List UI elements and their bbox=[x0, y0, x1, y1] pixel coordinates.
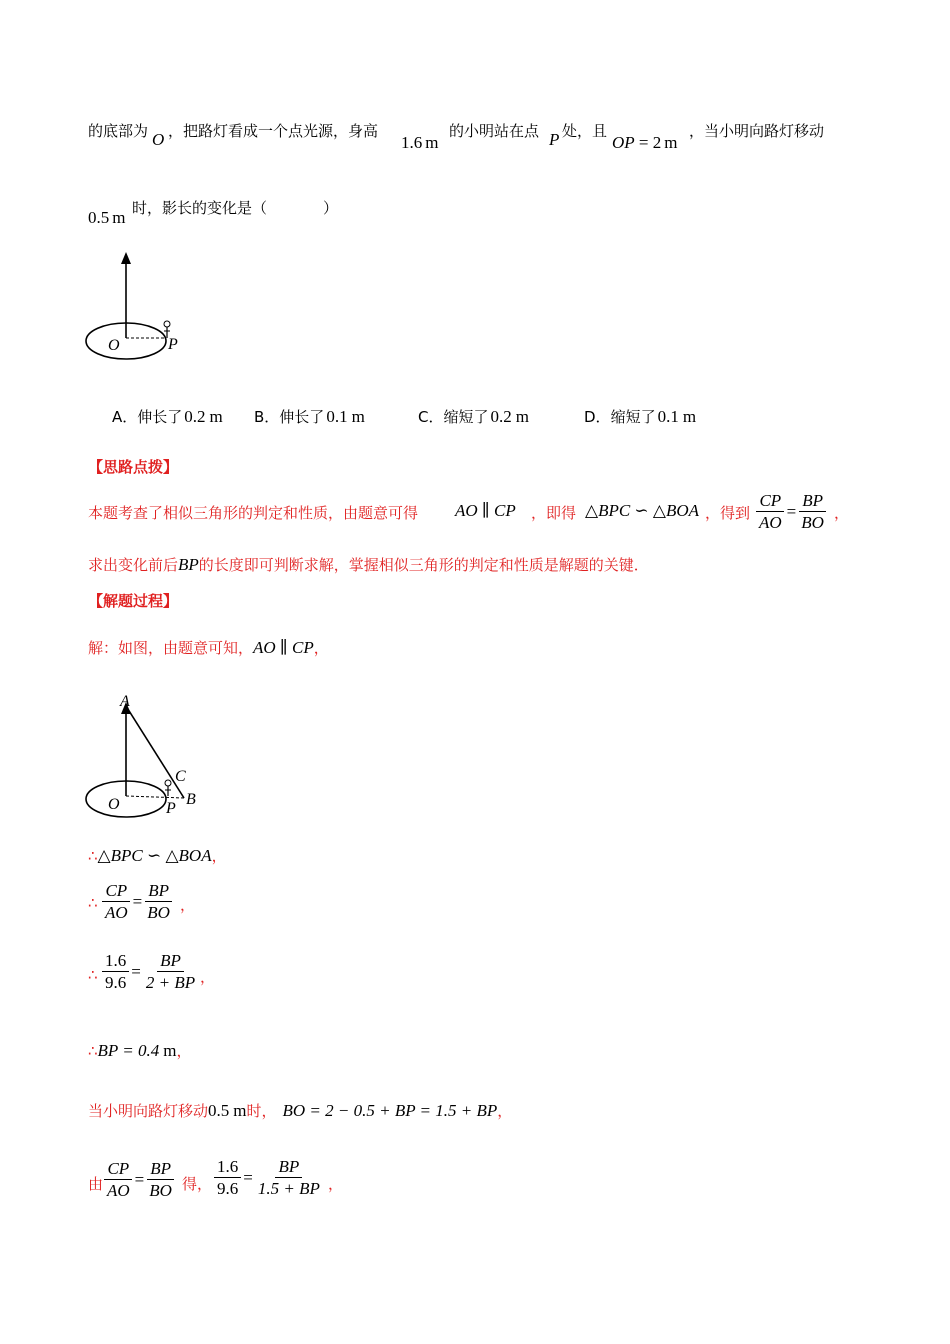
solution-figure bbox=[80, 686, 210, 818]
similarity-expr: △BPC ∽ △BOA bbox=[585, 501, 700, 520]
solution-line-2: ∴△BPC ∽ △BOA， bbox=[88, 846, 227, 865]
q-text-d: 处，且 bbox=[562, 122, 608, 140]
op-equation: OP = 2 m bbox=[612, 133, 678, 152]
solution-line-1: 解：如图，由题意可知，AO ∥ CP， bbox=[88, 638, 329, 657]
var-p: P bbox=[549, 130, 560, 149]
height-value: 1.6 m bbox=[401, 133, 439, 152]
q-text-c: 的小明站在点 bbox=[449, 122, 540, 140]
q-text-line2: 时，影长的变化是（ ） bbox=[132, 199, 339, 217]
streetlight-figure bbox=[80, 248, 190, 363]
label-a: A bbox=[120, 693, 130, 710]
solution-heading: 【解题过程】 bbox=[88, 592, 179, 610]
ratio-equation: $\frac{CP}{AO}$ = $\frac{BP}{BO}$ bbox=[756, 490, 827, 533]
var-o: O bbox=[152, 130, 165, 149]
q-text-b: ，把路灯看成一个点光源，身高 bbox=[168, 122, 379, 140]
hint-heading: 【思路点拨】 bbox=[88, 458, 179, 476]
option-a[interactable]: A．伸长了 0.2 m bbox=[112, 407, 223, 426]
label-o: O bbox=[108, 796, 120, 813]
label-o: O bbox=[108, 337, 120, 354]
label-p: P bbox=[166, 800, 176, 817]
q-text-e: ，当小明向路灯移动 bbox=[689, 122, 825, 140]
label-b: B bbox=[186, 791, 196, 808]
q-text-a: 的底部为 bbox=[88, 122, 149, 140]
option-c[interactable]: C．缩短了 0.2 m bbox=[418, 407, 529, 426]
person-head-icon bbox=[165, 780, 171, 786]
solution-line-6: 当小明向路灯移动0.5 m时， BO = 2 − 0.5 + BP = 1.5 + BP， bbox=[88, 1101, 513, 1120]
label-p: P bbox=[168, 336, 178, 353]
question-line-1 bbox=[88, 118, 848, 158]
parallel-expr: AO ∥ CP bbox=[455, 501, 516, 520]
dashed-ob-line bbox=[126, 796, 184, 798]
option-d[interactable]: D．缩短了 0.1 m bbox=[584, 407, 697, 426]
option-b[interactable]: B．伸长了 0.1 m bbox=[254, 407, 365, 426]
arrow-head-icon bbox=[121, 252, 131, 264]
move-value: 0.5 m bbox=[88, 208, 126, 227]
person-head-icon bbox=[164, 321, 170, 327]
hint-line-2: 求出变化前后BP的长度即可判断求解，掌握相似三角形的判定和性质是解题的关键． bbox=[88, 555, 649, 574]
solution-line-5: ∴BP = 0.4 m， bbox=[88, 1041, 192, 1060]
label-c: C bbox=[175, 768, 186, 785]
